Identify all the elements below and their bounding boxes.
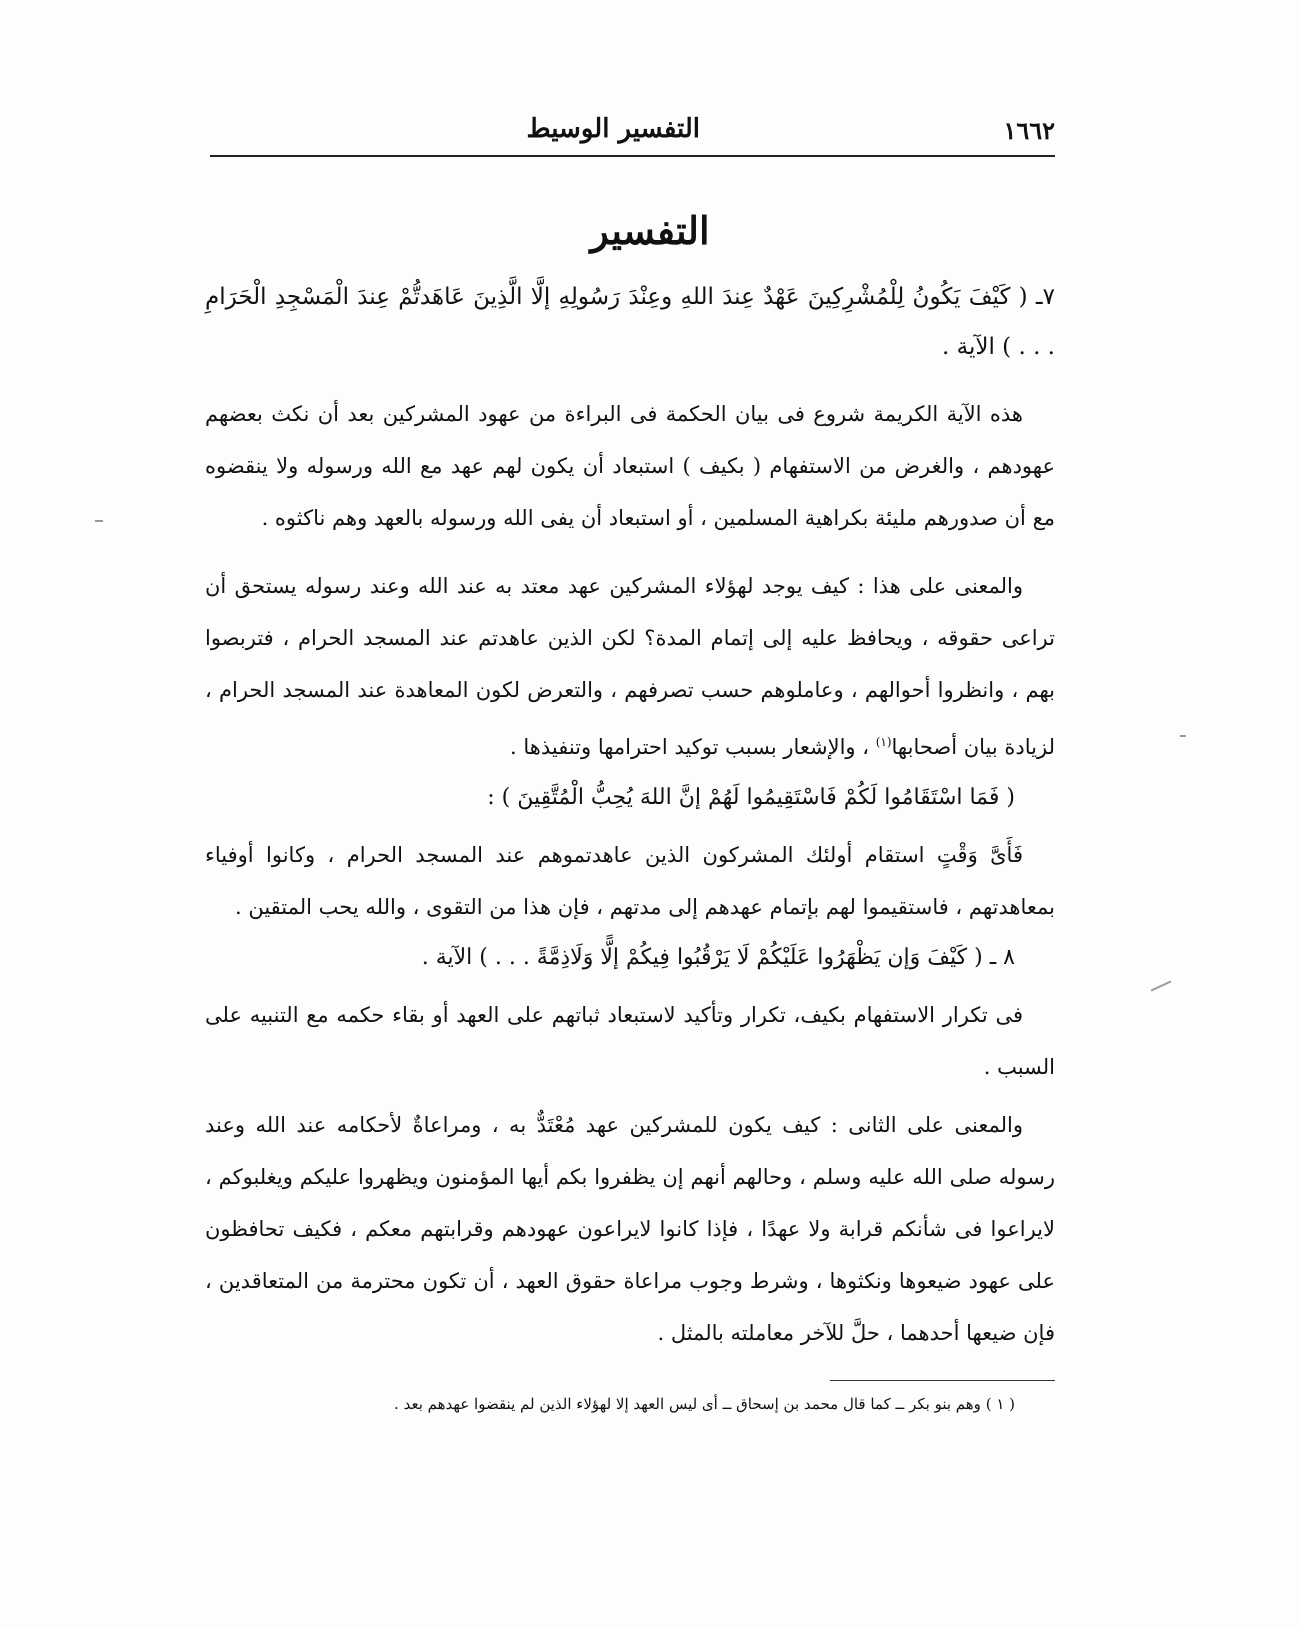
book-title: التفسير الوسيط bbox=[526, 114, 700, 144]
main-text bbox=[205, 272, 1055, 1359]
page-number: ١٦٦٢ bbox=[1003, 116, 1055, 145]
scan-speck bbox=[1151, 980, 1172, 991]
footnote-reference: (١) bbox=[875, 735, 892, 749]
header-divider bbox=[210, 155, 1055, 157]
verse-inline: ( فَمَا اسْتَقَامُوا لَكُمْ فَاسْتَقِيمُوا لَهُمْ إنَّ اللهَ يُحِبُّ الْمُتَّقِينَ ) : bbox=[487, 785, 1015, 810]
footnote-divider bbox=[830, 1380, 1055, 1381]
running-header bbox=[210, 112, 1055, 152]
paragraph-2 bbox=[205, 560, 1055, 773]
scan-speck bbox=[95, 520, 103, 522]
paragraph-2-end: ، والإشعار بسبب توكيد احترامها وتنفيذها . bbox=[510, 735, 876, 759]
scan-speck bbox=[1180, 735, 1186, 737]
paragraph-1: هذه الآية الكريمة شروع فى بيان الحكمة فى البراءة من عهود المشركين بعد أن نكث بعضهم عهودهم ، والغرض من الاستفهام ( بكيف ) استبعاد أن يكون لهم عهد مع الله ورسوله ولا ينقضوه مع أن صدورهم مليئة بكراهية المسلمين ، أو استبعاد أن يفى الله ورسوله بالعهد وهم ناكثوه . bbox=[205, 402, 1055, 530]
paragraph-3: فَأَىَّ وَقْتٍ استقام أولئك المشركون الذين عاهدتموهم عند المسجد الحرام ، وكانوا أوفياء بمعاهدتهم ، فاستقيموا لهم بإتمام عهدهم إلى مدتهم ، فإن هذا من التقوى ، والله يحب المتقين . bbox=[205, 843, 1055, 919]
paragraph-4: فى تكرار الاستفهام بكيف، تكرار وتأكيد لاستبعاد ثباتهم على العهد أو بقاء حكمه مع التنبيه على السبب . bbox=[205, 1003, 1055, 1079]
paragraph-2-text: والمعنى على هذا : كيف يوجد لهؤلاء المشركين عهد معتد به عند الله وعند رسوله يستحق أن تراعى حقوقه ، ويحافظ عليه إلى إتمام المدة؟ لكن الذين عاهدتم عند المسجد الحرام ، فتربصوا بهم ، وانظروا أحوالهم ، وعاملوهم حسب تصرفهم ، والتعرض لكون المعاهدة عند المسجد الحرام ، لزيادة بيان أصحابها bbox=[205, 574, 1055, 759]
paragraph-5: والمعنى على الثانى : كيف يكون للمشركين عهد مُعْتَدٌّ به ، ومراعاةٌ لأحكامه عند الله وعند رسوله صلى الله عليه وسلم ، وحالهم أنهم إن يظفروا بكم أيها المؤمنون ويظهروا عليكم ويغلبوكم ، لايراعوا فى شأنكم قرابة ولا عهدًا ، فإذا كانوا لايراعون عهودهم وقرابتهم معكم ، فكيف تحافظون على عهود ضيعوها ونكثوها ، وشرط وجوب مراعاة حقوق العهد ، أن تكون محترمة من المتعاقدين ، فإن ضيعها أحدهما ، حلَّ للآخر معاملته بالمثل . bbox=[205, 1113, 1055, 1345]
verse-7: ٧ـ ( كَيْفَ يَكُونُ لِلْمُشْرِكِينَ عَهْدٌ عِندَ اللهِ وعِنْدَ رَسُولِهِ إلَّا الَّذِينَ عَاهَدتُّمْ عِندَ الْمَسْجِدِ الْحَرَامِ . . . ) الآية . bbox=[205, 284, 1055, 360]
verse-8: ٨ ـ ( كَيْفَ وَإن يَظْهَرُوا عَلَيْكُمْ لَا يَرْقُبُوا فِيكُمْ إلًّا وَلَاذِمَّةً . . . ) الآية . bbox=[421, 945, 1015, 970]
section-title: التفسير bbox=[590, 208, 710, 253]
footnote: ( ١ ) وهم بنو بكر ــ كما قال محمد بن إسحاق ــ أى ليس العهد إلا لهؤلاء الذين لم ينقضوا عهدهم بعد . bbox=[394, 1395, 1015, 1413]
